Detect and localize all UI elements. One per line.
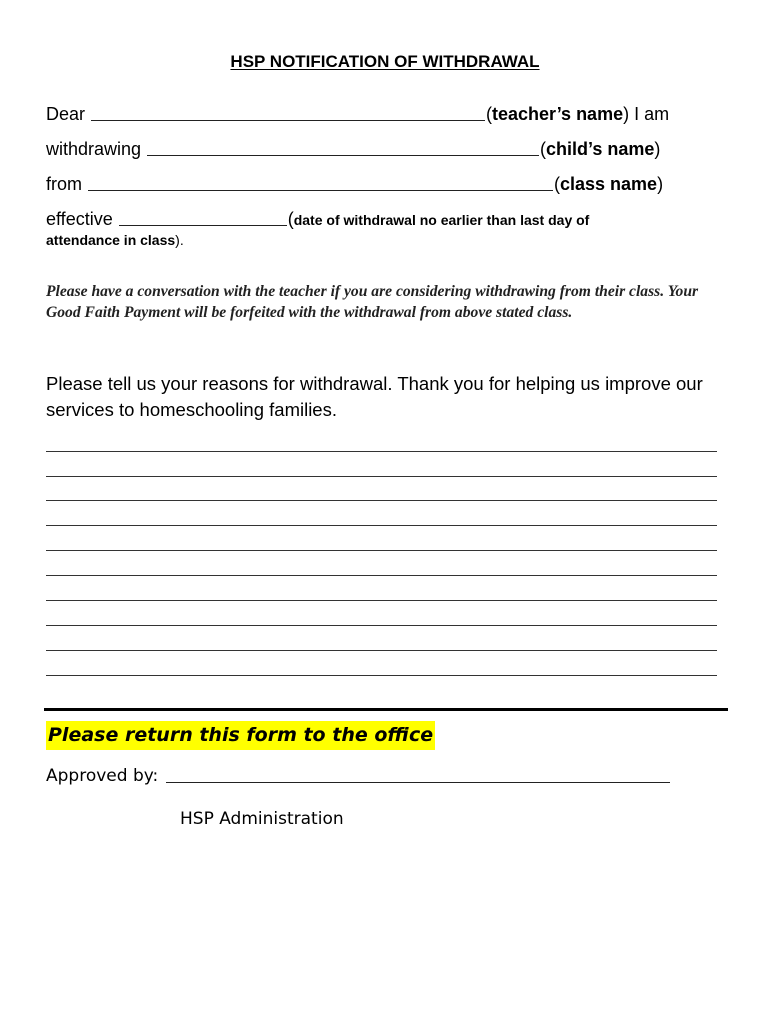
reason-line[interactable]: [46, 575, 717, 576]
dear-label: Dear: [46, 104, 86, 124]
reason-line[interactable]: [46, 500, 717, 501]
effective-date-row: effective ( date of withdrawal no earlier than last day of: [46, 209, 590, 229]
approver-name: HSP Administration: [180, 809, 344, 829]
approved-by-row: [46, 766, 670, 786]
child-name-row: withdrawing ( child’s name ): [46, 139, 661, 159]
return-notice: Please return this form to the office: [46, 721, 435, 750]
reason-line[interactable]: [46, 675, 717, 676]
i-am-text: I am: [629, 104, 670, 124]
payment-warning: Please have a conversation with the teacher if you are considering withdrawing from their class. Your Good Faith Payment will be forfeited with the withdrawal from above stated class.: [46, 283, 699, 321]
reason-line[interactable]: [46, 476, 717, 477]
date-hint-cont: attendance in class: [46, 232, 176, 248]
child-name-field[interactable]: [147, 154, 539, 156]
page-title: HSP NOTIFICATION OF WITHDRAWAL: [230, 52, 540, 71]
class-name-row: from ( class name ): [46, 174, 664, 194]
class-name-field[interactable]: [88, 189, 553, 191]
teacher-name-hint: teacher’s name: [492, 104, 624, 124]
reason-line[interactable]: [46, 625, 717, 626]
approval-signature-field[interactable]: [166, 782, 670, 783]
reason-line[interactable]: [46, 451, 717, 452]
class-name-hint: class name: [560, 174, 658, 194]
teacher-name-row: Dear ( teacher’s name ) I am: [46, 104, 670, 124]
reason-line[interactable]: [46, 550, 717, 551]
effective-label: effective: [46, 209, 113, 229]
effective-date-row-cont: attendance in class ) .: [46, 232, 184, 248]
from-label: from: [46, 174, 82, 194]
reason-line[interactable]: [46, 600, 717, 601]
reason-line[interactable]: [46, 525, 717, 526]
child-name-hint: child’s name: [546, 139, 655, 159]
date-hint: date of withdrawal no earlier than last day of: [293, 212, 590, 228]
teacher-name-field[interactable]: [91, 119, 485, 121]
section-divider: [44, 708, 728, 711]
withdrawing-label: withdrawing: [46, 139, 142, 159]
approved-by-label: Approved by:: [46, 766, 159, 786]
reasons-prompt: Please tell us your reasons for withdrawal. Thank you for helping us improve our services to homeschooling families.: [46, 373, 703, 420]
withdrawal-date-field[interactable]: [119, 224, 287, 226]
reason-line[interactable]: [46, 650, 717, 651]
